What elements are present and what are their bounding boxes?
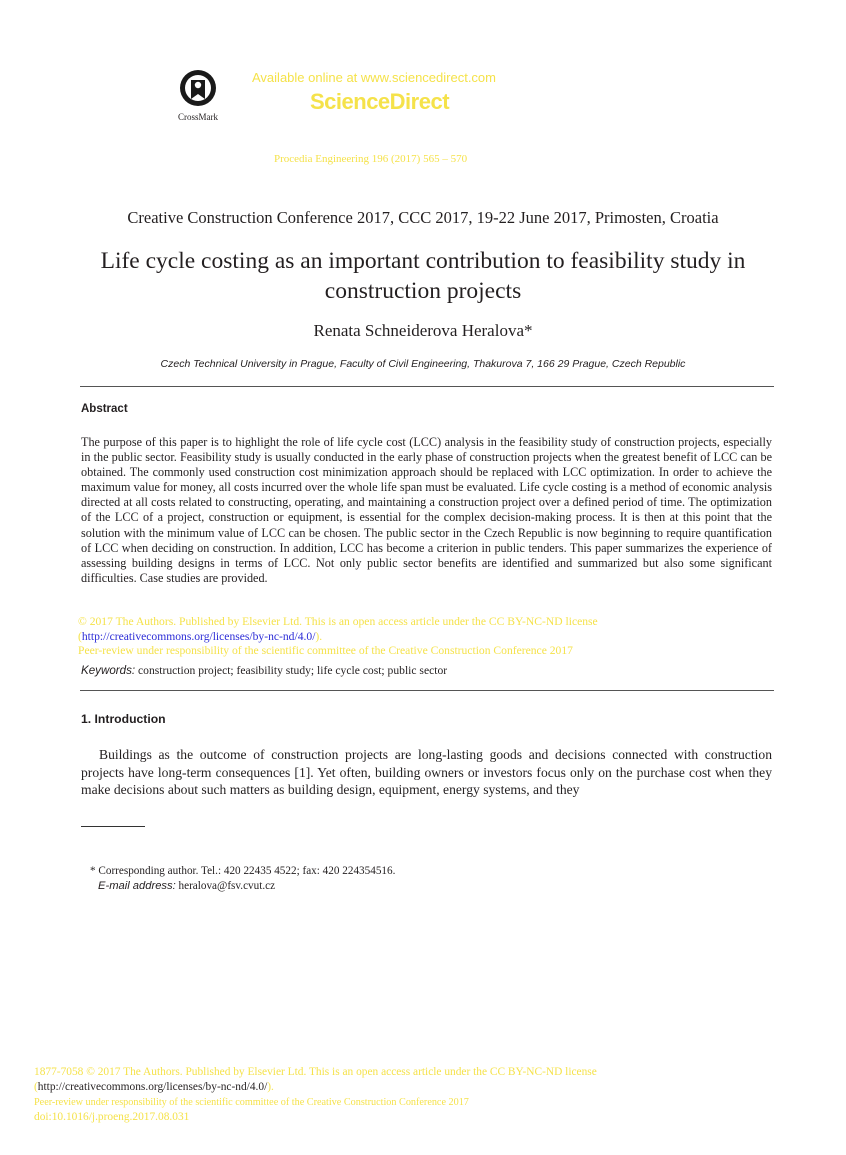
crossmark-icon — [178, 68, 218, 110]
footer-url-link[interactable]: http://creativecommons.org/licenses/by-nc-nd/4.0/ — [37, 1081, 268, 1093]
footer-issn-line: 1877-7058 © 2017 The Authors. Published by Elsevier Ltd. This is an open access article under the CC BY-NC-ND license — [34, 1066, 597, 1078]
introduction-text: Buildings as the outcome of construction projects are long-lasting goods and decisions connected with construction projects have long-term consequences [1]. Yet often, building owners or investors focus only on the purchase cost when they make decisions about such matters as building design, equipment, energy systems, and they — [81, 747, 772, 797]
page-footer — [34, 1065, 597, 1125]
sciencedirect-logo: ScienceDirect — [310, 89, 450, 114]
email-line — [90, 879, 395, 894]
conference-line: Creative Construction Conference 2017, CCC 2017, 19-22 June 2017, Primosten, Croatia — [127, 208, 719, 227]
abstract-text: The purpose of this paper is to highlight the role of life cycle cost (LCC) analysis in the feasibility study of construction projects, especially in the public sector. Feasibility study is usually conducted in the early phase of construction projects when the greatest benefit of LCC can be obtained. The commonly used construction cost minimization approach should be replaced with LCC optimization. In order to achieve the maximum value for money, all costs incurred over the whole life span must be evaluated. Life cycle costing is a method of economic analysis directed at all costs related to constructing, operating, and maintaining a construction project over a defined period of time. The optimization of the LCC of a project, construction or equipment, is essential for the complex decision-making process. It is then at this point that the solution with the minimum value of LCC can be chosen. The public sector in the Czech Republic is now beginning to require quantification of LCC when deciding on construction. In addition, LCC has become a criterion in public tenders. This paper summarizes the experience of assessing building designs in terms of LCC. Not only public sector benefits are identified and summarized but also some significant difficulties. Case studies are provided. — [81, 435, 772, 585]
email-link[interactable]: heralova@fsv.cvut.cz — [178, 880, 276, 892]
footer-url-line — [34, 1080, 597, 1095]
footnote-block — [90, 864, 395, 894]
footer-peer-review: Peer-review under responsibility of the scientific committee of the Creative Construction Conference 2017 — [34, 1097, 469, 1108]
introduction-heading: 1. Introduction — [81, 712, 166, 726]
corresponding-author: * Corresponding author. Tel.: 420 22435 4522; fax: 420 224354516. — [90, 865, 396, 877]
crossmark-badge[interactable] — [168, 68, 228, 122]
peer-review-line: Peer-review under responsibility of the scientific committee of the Creative Construction Conference 2017 — [78, 644, 573, 658]
license-line: © 2017 The Authors. Published by Elsevier Ltd. This is an open access article under the CC BY-NC-ND license — [78, 615, 598, 628]
available-online-link[interactable]: Available online at www.sciencedirect.com — [252, 70, 496, 85]
footer-paren-close: ). — [267, 1081, 274, 1093]
keywords-text: construction project; feasibility study; life cycle cost; public sector — [138, 664, 448, 677]
author-name: Renata Schneiderova Heralova* — [313, 321, 533, 340]
keywords-label: Keywords: — [81, 664, 136, 677]
divider-top — [80, 386, 774, 387]
crossmark-label: CrossMark — [178, 112, 218, 122]
license-url-line — [78, 630, 598, 645]
license-url-link[interactable]: http://creativecommons.org/licenses/by-nc-nd/4.0/ — [81, 629, 316, 643]
article-title: Life cycle costing as an important contribution to feasibility study in construction projects — [100, 248, 746, 304]
email-label: E-mail address: — [98, 880, 176, 892]
footer-doi[interactable]: doi:10.1016/j.proeng.2017.08.031 — [34, 1111, 190, 1123]
divider-bottom — [80, 690, 774, 691]
author-affiliation: Czech Technical University in Prague, Faculty of Civil Engineering, Thakurova 7, 166 29 Prague, Czech Republic — [160, 358, 686, 370]
footer-paren-open: ( — [34, 1081, 38, 1093]
keywords-line — [81, 664, 447, 677]
license-paren-open: ( — [78, 629, 82, 643]
abstract-heading: Abstract — [81, 403, 128, 415]
footnote-rule — [81, 826, 145, 827]
journal-reference: Procedia Engineering 196 (2017) 565 – 570 — [274, 153, 468, 165]
license-paren-close: ). — [315, 629, 323, 643]
license-block — [78, 615, 598, 659]
